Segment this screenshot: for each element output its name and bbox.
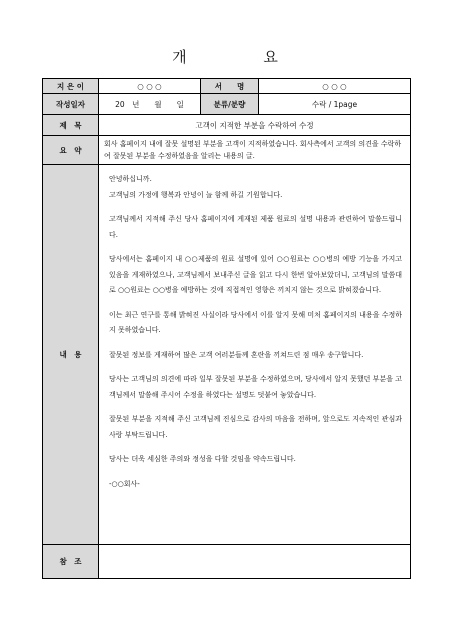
content-paragraph: 고객님께서 지적해 주신 당사 홈페이지에 게재된 제품 원료의 설명 내용과 관련하여 말씀드립니다. [109,215,402,239]
summary-label: 요 약 [43,136,99,165]
content-paragraph: 고객님의 가정에 행복과 안녕이 늘 함께 하길 기원합니다. [109,190,283,199]
content-body [99,165,411,545]
date-label: 작성일자 [43,94,99,115]
author-value: ○ ○ ○ [99,79,201,94]
category-label: 분류/분량 [201,94,259,115]
summary-value: 회사 홈페이지 내에 잘못 설명된 부분을 고객이 지적하였습니다. 회사측에서 고객의 의견을 수락하여 잘못된 부분을 수정하였음을 알리는 내용의 글. [99,136,411,165]
content-paragraph: 잘못된 정보를 게재하여 많은 고객 여러분들께 혼란을 끼쳐드린 점 매우 송구합니다. [109,350,364,359]
author-label: 지 은 이 [43,79,99,94]
document-title: 개 요 [172,48,314,66]
summary-form-table [42,78,411,579]
reference-label: 참 조 [43,545,99,579]
content-paragraph: 당사는 더욱 세심한 주의와 정성을 다할 것임을 약속드립니다. [109,455,296,463]
content-paragraph: 이는 최근 연구를 통해 밝혀진 사실이라 당사에서 이를 알지 못해 미처 홈페이지의 내용을 수정하지 못하였습니다. [109,310,402,334]
subject-label: 제 목 [43,115,99,136]
signature-value: ○ ○ ○ [259,79,411,94]
content-paragraph: 잘못된 부분을 지적해 주신 고객님께 진심으로 감사의 마음을 전하며, 앞으로도 지속적인 관심과 사랑 부탁드립니다. [109,415,402,439]
reference-value [99,545,411,579]
content-sign-off: -○○회사- [109,479,140,488]
content-label: 내 용 [43,165,99,545]
content-paragraph: 당사에서는 홈페이지 내 ○○제품의 원료 설명에 있어 ○○원료는 ○○병의 예방 기능을 가지고 있음을 게재하였으나, 고객님께서 보내주신 글을 읽고 다시 한번 알아보았더니, 고객님의 말씀대로 ○○원료는 ○○병을 예방하는 것에 직접적인 영향은 끼치지 않는 것으로 밝혀졌습니다. [109,255,402,294]
signature-label: 서 명 [201,79,259,94]
content-paragraph: 안녕하십니까. [109,175,152,183]
date-value: 20 년 월 일 [99,94,201,115]
content-paragraph: 당사는 고객님의 의견에 따라 일부 잘못된 부분을 수정하였으며, 당사에서 알지 못했던 부분을 고객님께서 말씀해 주시어 수정을 하였다는 설명도 덧붙여 놓았습니다. [109,375,402,399]
subject-value: 고객이 지적한 부분을 수락하여 수정 [99,115,411,136]
category-value: 수락 / 1page [259,94,411,115]
